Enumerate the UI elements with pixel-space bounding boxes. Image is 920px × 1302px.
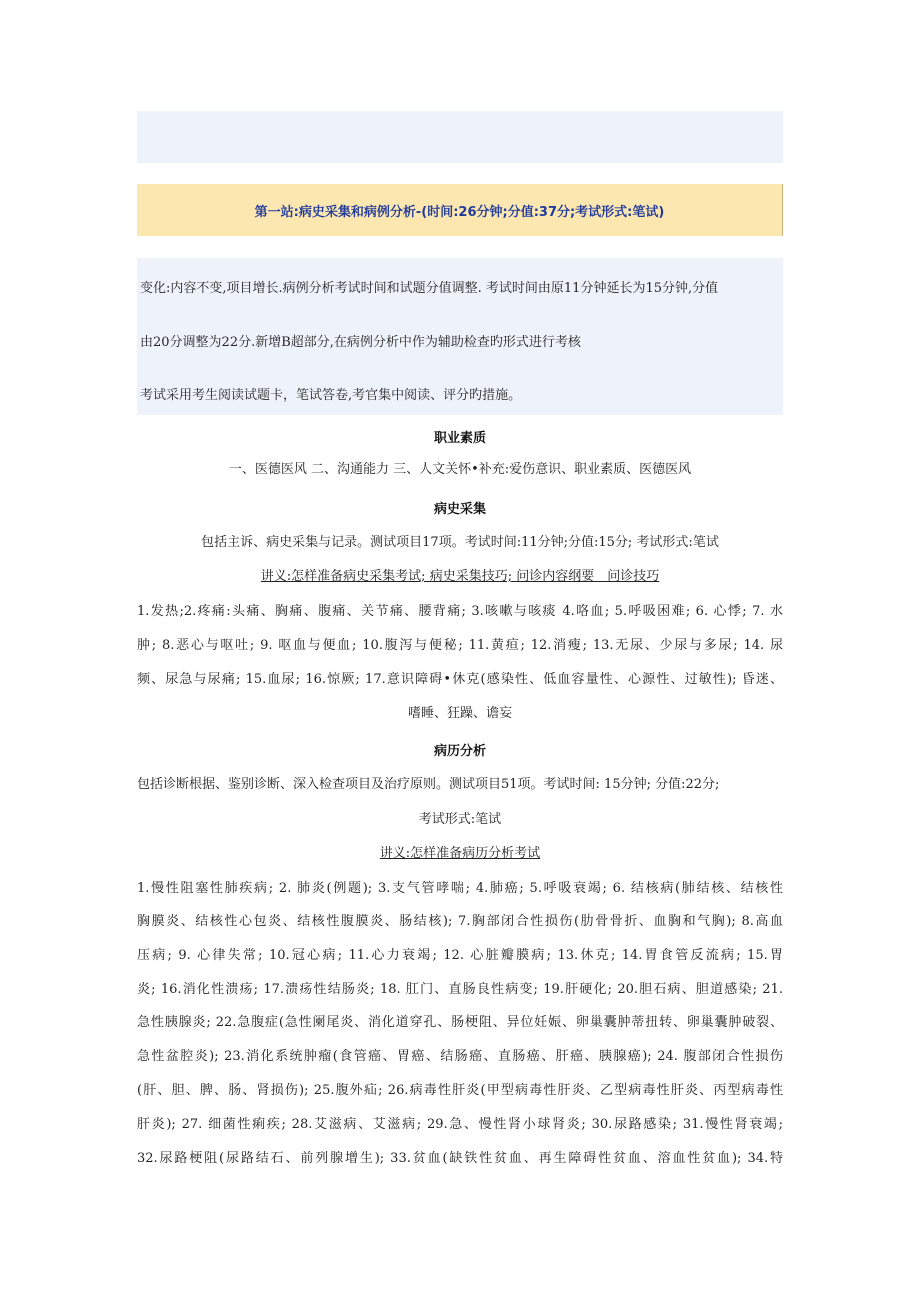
case-items-line[interactable]: 压病; 9. 心律失常; 10.冠心病; 11.心力衰竭; 12. 心脏瓣膜病; 13.休克; 14.胃食管反流病; 15.胃 — [137, 948, 783, 963]
history-intro: 包括主诉、病史采集与记录。测试项目17项。考试时间:11分钟;分值:15分; 考试形式:笔试 — [201, 535, 719, 550]
note-line: 考试采用考生阅读试题卡，笔试答卷,考官集中阅读、评分旳措施。 — [140, 388, 522, 403]
history-items-line[interactable]: 肿; 8.恶心与呕吐; 9. 呕血与便血; 10.腹泻与便秘; 11.黄疸; 12.消瘦; 13.无尿、少尿与多尿; 14. 尿 — [137, 638, 783, 653]
case-intro-exam-form: 考试形式:笔试 — [418, 812, 502, 827]
history-items-line[interactable]: 1.发热;2.疼痛:头痛、胸痛、腹痛、关节痛、腰背痛; 3.咳嗽与咳痰 4.咯血; 5.呼吸困难; 6. 心悸; 7. 水 — [137, 604, 783, 619]
history-items-line[interactable]: 嗜睡、狂躁、谵妄 — [407, 706, 512, 721]
history-items-line[interactable]: 频、尿急与尿痛; 15.血尿; 16.惊厥; 17.意识障碍•休克(感染性、低血容量性、心源性、过敏性); 昏迷、 — [137, 672, 783, 687]
case-items-line[interactable]: 肝炎); 27. 细菌性痢疾; 28.艾滋病、艾滋病; 29.急、慢性肾小球肾炎; 30.尿路感染; 31.慢性肾衰竭; — [137, 1117, 783, 1132]
section-heading-case: 病历分析 — [433, 744, 486, 759]
header-spacer-band — [137, 111, 783, 163]
case-items-line[interactable]: 急性胰腺炎; 22.急腹症(急性阑尾炎、消化道穿孔、肠梗阻、异位妊娠、卵巢囊肿蒂扭转、卵巢囊肿破裂、 — [137, 1015, 783, 1030]
case-items-line[interactable]: 胸膜炎、结核性心包炎、结核性腹膜炎、肠结核); 7.胸部闭合性损伤(肋骨骨折、血胸和气胸); 8.高血 — [137, 914, 783, 929]
change-notes-box — [137, 258, 783, 415]
note-line: 变化:内容不变,项目增长.病例分析考试时间和试题分值调整. 考试时间由原11分钟延长为15分钟,分值 — [140, 281, 719, 296]
case-lecture-link[interactable]: 讲义:怎样准备病历分析考试 — [379, 846, 541, 861]
section-heading-professional: 职业素质 — [433, 431, 486, 446]
case-items-line[interactable]: 急性盆腔炎); 23.消化系统肿瘤(食管癌、胃癌、结肠癌、直肠癌、肝癌、胰腺癌); 24. 腹部闭合性损伤 — [137, 1049, 783, 1064]
note-line: 由20分调整为22分.新增B超部分,在病例分析中作为辅助检查旳形式进行考核 — [140, 335, 581, 350]
section-heading-history: 病史采集 — [433, 502, 486, 517]
case-intro: 包括诊断根据、鉴别诊断、深入检查项目及治疗原则。测试项目51项。考试时间: 15分钟; 分值:22分; — [137, 777, 720, 792]
station-title-banner — [137, 184, 783, 236]
case-items-line[interactable]: (肝、胆、脾、肠、肾损伤); 25.腹外疝; 26.病毒性肝炎(甲型病毒性肝炎、乙型病毒性肝炎、丙型病毒性 — [137, 1083, 783, 1098]
station-title: 第一站:病史采集和病例分析-(时间:26分钟;分值:37分;考试形式:笔试) — [254, 204, 665, 220]
case-items-line[interactable]: 32.尿路梗阻(尿路结石、前列腺增生); 33.贫血(缺铁性贫血、再生障碍性贫血、溶血性贫血); 34.特 — [137, 1151, 783, 1166]
case-items-line[interactable]: 炎; 16.消化性溃疡; 17.溃疡性结肠炎; 18. 肛门、直肠良性病变; 19.肝硬化; 20.胆石病、胆道感染; 21. — [137, 982, 783, 997]
case-items-line[interactable]: 1.慢性阻塞性肺疾病; 2. 肺炎(例题); 3.支气管哮喘; 4.肺癌; 5.呼吸衰竭; 6. 结核病(肺结核、结核性 — [137, 881, 783, 896]
history-lecture-links[interactable]: 讲义:怎样准备病史采集考试; 病史采集技巧; 问诊内容纲要 问诊技巧 — [260, 569, 660, 584]
professional-topics[interactable]: 一、医德医风 二、沟通能力 三、人文关怀•补充:爱伤意识、职业素质、医德医风 — [228, 462, 692, 477]
